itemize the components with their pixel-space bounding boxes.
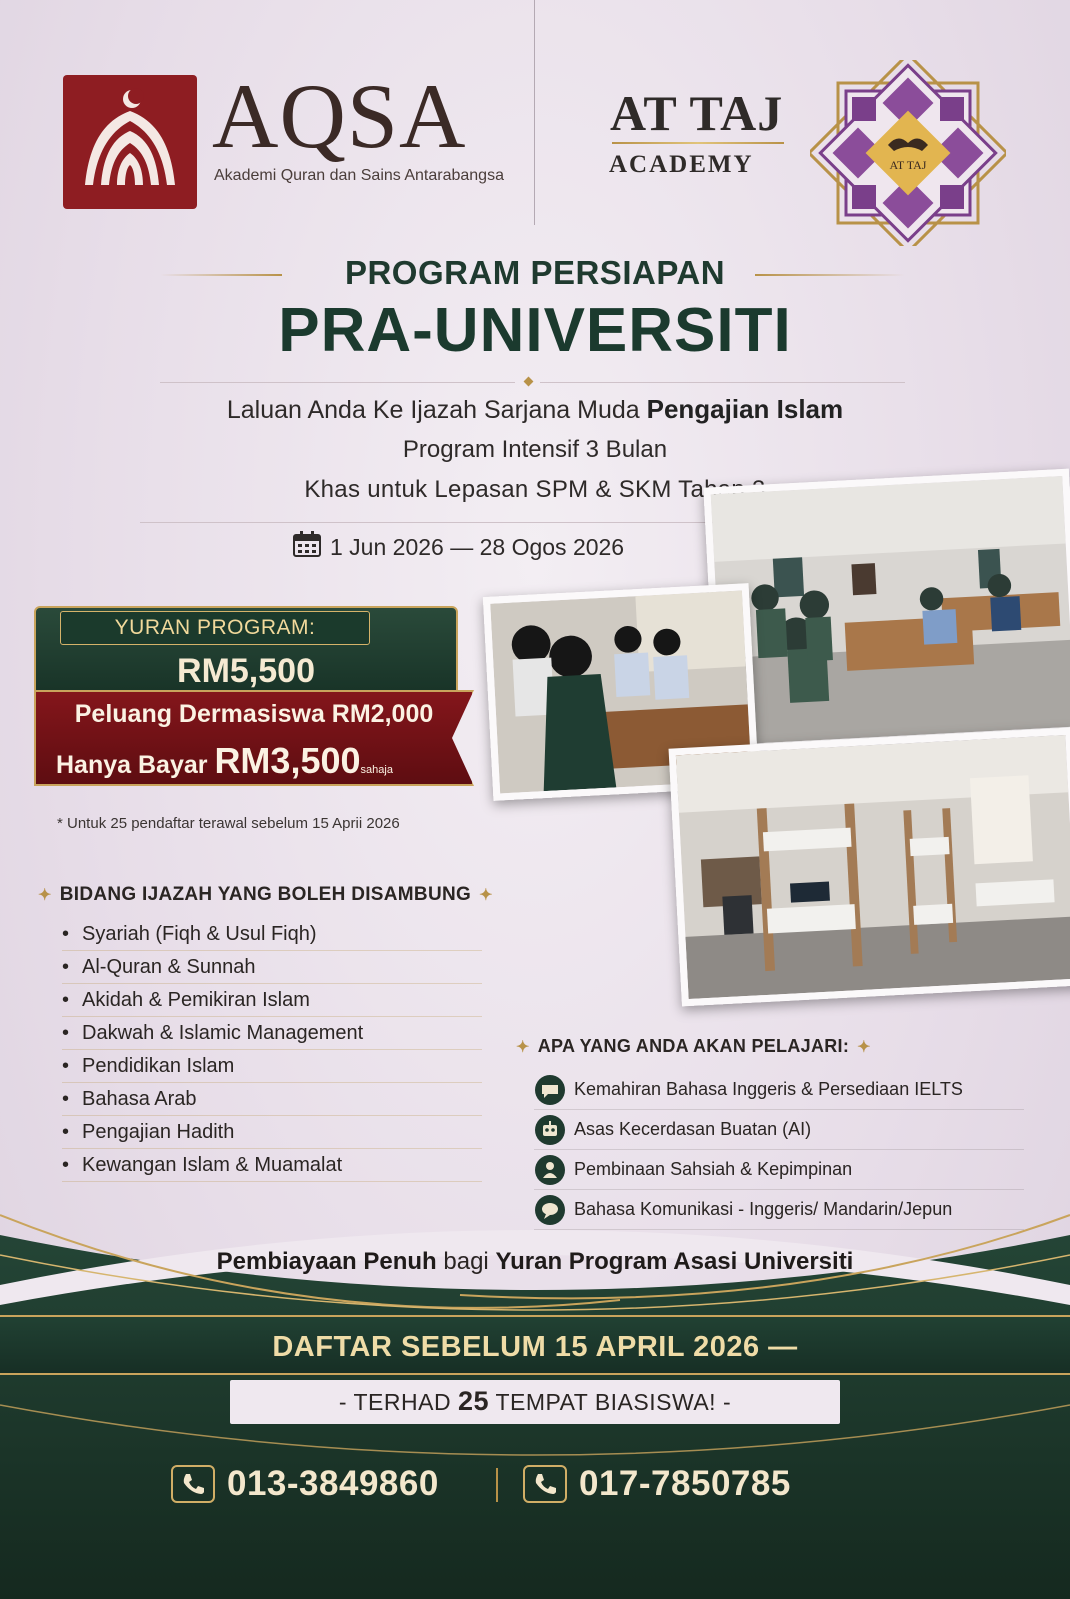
intensive-subtitle: Program Intensif 3 Bulan [402,436,668,463]
funding-bold-1: Pembiayaan Penuh [216,1248,437,1275]
chat-bubble-icon [534,1074,566,1106]
pay-prefix: Hanya Bayar [56,751,215,779]
attaj-emblem-text: AT TAJ [889,158,927,172]
eligibility-subtitle: Khas untuk Lepasan SPM & SKM Tahap 3 [304,476,766,503]
pay-amount-line [56,740,393,782]
funding-statement [0,1248,1070,1276]
learn-item-label: Bahasa Komunikasi - Inggeris/ Mandarin/Jepun [574,1199,953,1219]
learn-item-label: Kemahiran Bahasa Inggeris & Persediaan IELTS [574,1079,963,1099]
phone-number-2[interactable]: 017-7850785 [579,1464,791,1503]
list-item: • Bahasa Arab [62,1083,482,1116]
sparkle-icon: ✦ [516,1038,530,1056]
pay-amount: RM3,500 [214,740,361,781]
registration-deadline: DAFTAR SEBELUM 15 APRIL 2026 — [272,1331,798,1363]
fee-footnote: * Untuk 25 pendaftar terawal sebelum 15 Aprii 2026 [57,815,400,832]
sparkle-icon: ✦ [38,887,52,904]
main-title: PRA-UNIVERSITI [278,296,792,365]
list-item: • Dakwah & Islamic Management [62,1017,482,1050]
attaj-emblem-icon [810,60,1006,246]
funding-bold-2: Yuran Program Asasi Universiti [495,1248,854,1275]
funding-mid: bagi [436,1248,496,1275]
learn-item-label: Asas Kecerdasan Buatan (AI) [574,1119,812,1139]
calendar-icon [292,530,322,564]
sparkle-icon: ✦ [857,1038,871,1056]
list-item: • Kewangan Islam & Muamalat [62,1149,482,1182]
pathway-text: Laluan Anda Ke Ijazah Sarjana Muda [226,396,647,424]
program-dates [292,530,624,564]
title-diamond-icon [524,377,534,387]
learn-section-title [516,1036,871,1057]
classroom-photo [703,469,1070,753]
list-item: • Syariah (Fiqh & Usul Fiqh) [62,918,482,951]
attaj-underline [612,142,784,144]
list-item: • Al-Quran & Sunnah [62,951,482,984]
limited-seats [230,1386,840,1417]
phone-contact-2[interactable] [523,1464,791,1504]
list-item [534,1110,1024,1150]
phone-contact-1[interactable] [171,1464,439,1504]
title-divider-right [540,382,905,383]
fee-amount: RM5,500 [177,652,315,690]
phone-icon [171,1465,215,1503]
limited-prefix: - TERHAD [338,1389,458,1415]
pathway-bold: Pengajian Islam [646,394,844,424]
scholarship-text: Peluang Dermasiswa RM2,000 [74,700,434,728]
list-item [534,1070,1024,1110]
phone-separator [496,1468,498,1502]
date-range: 1 Jun 2026 — 28 Ogos 2026 [330,533,625,560]
degree-section-title [38,884,493,906]
robot-icon [534,1114,566,1146]
header-divider [534,0,535,225]
pathway-subtitle [0,394,1070,425]
aqsa-logo-text: AQSA [212,65,467,167]
attaj-logo-text: AT TAJ [610,85,784,141]
title-divider-left [160,382,515,383]
attaj-subtitle: ACADEMY [609,151,754,178]
dormitory-photo [669,728,1070,1007]
degree-list [62,918,482,1182]
sparkle-icon: ✦ [479,887,493,904]
pay-suffix: sahaja [360,764,393,776]
list-item [534,1150,1024,1190]
aqsa-logo-icon [63,75,197,209]
limited-number: 25 [457,1386,490,1416]
phone-number-1[interactable]: 013-3849860 [227,1464,439,1503]
fee-label: YURAN PROGRAM: [114,616,316,639]
limited-suffix: TEMPAT BIASISWA! - [489,1389,732,1415]
phone-icon [523,1465,567,1503]
learn-section-label: APA YANG ANDA AKAN PELAJARI: [537,1036,850,1056]
list-item: • Akidah & Pemikiran Islam [62,984,482,1017]
list-item: • Pendidikan Islam [62,1050,482,1083]
degree-section-label: BIDANG IJAZAH YANG BOLEH DISAMBUNG [59,884,472,905]
learn-item-label: Pembinaan Sahsiah & Kepimpinan [574,1159,853,1179]
program-heading: PROGRAM PERSIAPAN [344,254,726,291]
leadership-icon [534,1154,566,1186]
list-item: • Pengajian Hadith [62,1116,482,1149]
aqsa-subtitle: Akademi Quran dan Sains Antarabangsa [214,167,504,184]
